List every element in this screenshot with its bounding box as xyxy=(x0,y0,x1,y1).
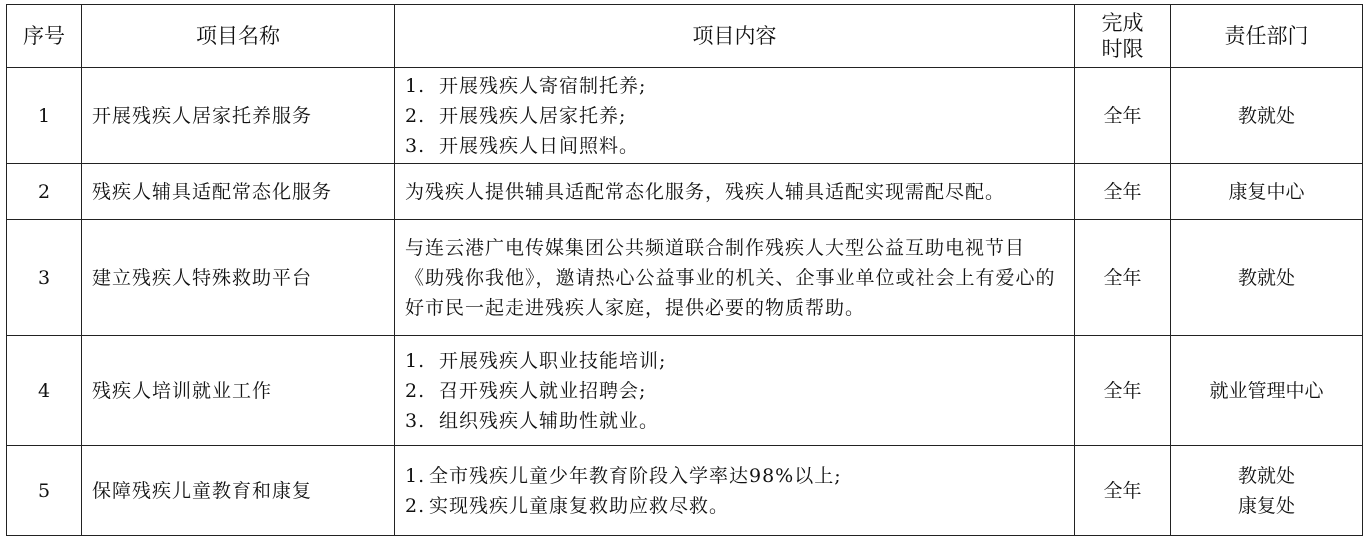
row-deadline: 全年 xyxy=(1075,68,1171,164)
row-department xyxy=(1171,336,1363,446)
table-row xyxy=(7,164,1363,220)
row-department xyxy=(1171,220,1363,336)
header-name: 项目名称 xyxy=(82,5,395,68)
header-deadline-line2: 时限 xyxy=(1101,37,1144,61)
row-index: 1 xyxy=(7,68,82,164)
content-item: 2. 实现残疾儿童康复救助应救尽救。 xyxy=(405,494,730,517)
table-row xyxy=(7,446,1363,536)
content-item: 2. 召开残疾人就业招聘会; xyxy=(405,379,647,402)
row-content: 与连云港广电传媒集团公共频道联合制作残疾人大型公益互助电视节目《助残你我他》，邀请热心公益事业的机关、企事业单位或社会上有爱心的好市民一起走进残疾人家庭，提供必要的物质帮助。 xyxy=(395,220,1075,336)
row-department xyxy=(1171,164,1363,220)
row-department xyxy=(1171,68,1363,164)
content-item: 1. 全市残疾儿童少年教育阶段入学率达98%以上; xyxy=(405,464,842,487)
row-name: 建立残疾人特殊救助平台 xyxy=(82,220,395,336)
row-content: 为残疾人提供辅具适配常态化服务，残疾人辅具适配实现需配尽配。 xyxy=(395,164,1075,220)
header-department: 责任部门 xyxy=(1171,5,1363,68)
row-name: 残疾人辅具适配常态化服务 xyxy=(82,164,395,220)
content-item: 1. 开展残疾人职业技能培训; xyxy=(405,349,667,372)
header-content: 项目内容 xyxy=(395,5,1075,68)
row-name: 开展残疾人居家托养服务 xyxy=(82,68,395,164)
row-content xyxy=(395,446,1075,536)
header-deadline xyxy=(1075,5,1171,68)
header-index: 序号 xyxy=(7,5,82,68)
row-name: 残疾人培训就业工作 xyxy=(82,336,395,446)
department-label: 教就处 xyxy=(1237,104,1295,127)
content-item: 3. 开展残疾人日间照料。 xyxy=(405,134,640,157)
row-name: 保障残疾儿童教育和康复 xyxy=(82,446,395,536)
content-item: 1. 开展残疾人寄宿制托养; xyxy=(405,74,647,97)
header-deadline-line1: 完成 xyxy=(1101,11,1144,35)
table-row xyxy=(7,336,1363,446)
row-index: 5 xyxy=(7,446,82,536)
row-index: 2 xyxy=(7,164,82,220)
content-item: 2. 开展残疾人居家托养; xyxy=(405,104,627,127)
table-row xyxy=(7,220,1363,336)
project-table xyxy=(6,4,1363,536)
table-row xyxy=(7,68,1363,164)
row-department xyxy=(1171,446,1363,536)
department-label: 教就处 xyxy=(1237,464,1295,487)
department-label: 就业管理中心 xyxy=(1209,379,1324,402)
content-item: 3. 组织残疾人辅助性就业。 xyxy=(405,409,660,432)
row-deadline: 全年 xyxy=(1075,446,1171,536)
row-deadline: 全年 xyxy=(1075,336,1171,446)
header-row xyxy=(7,5,1363,68)
department-label: 康复中心 xyxy=(1228,180,1305,203)
department-label: 康复处 xyxy=(1237,494,1295,517)
row-content xyxy=(395,68,1075,164)
department-label: 教就处 xyxy=(1237,266,1295,289)
row-deadline: 全年 xyxy=(1075,220,1171,336)
row-deadline: 全年 xyxy=(1075,164,1171,220)
row-index: 4 xyxy=(7,336,82,446)
row-content xyxy=(395,336,1075,446)
row-index: 3 xyxy=(7,220,82,336)
